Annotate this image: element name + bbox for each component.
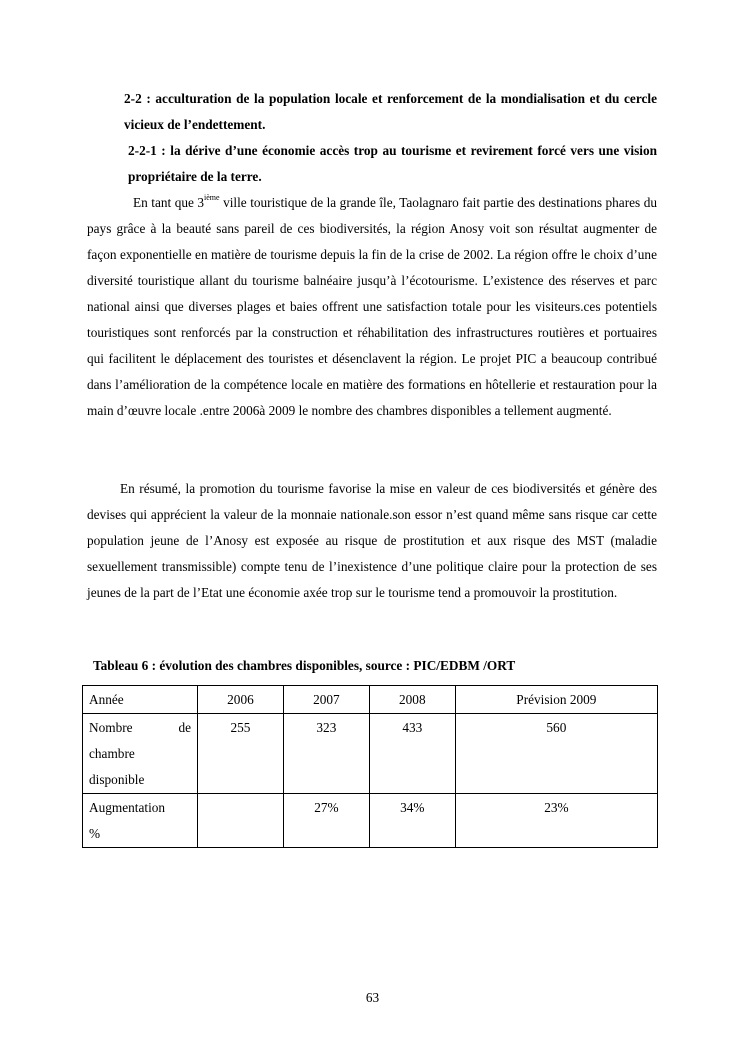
growth-2007: 27% (283, 794, 369, 848)
rooms-label-line-2: chambre (89, 746, 135, 761)
growth-2006 (198, 794, 284, 848)
table-row (83, 714, 658, 794)
section-heading-2-2: 2-2 : acculturation de la population locale et renforcement de la mondialisation et du cercle vicieux de l’endettement. (124, 91, 657, 132)
rooms-2006: 255 (198, 714, 284, 794)
rooms-label-word-2: de (178, 720, 191, 735)
table-caption: Tableau 6 : évolution des chambres disponibles, source : PIC/EDBM /ORT (93, 658, 516, 673)
paragraph-summary: En résumé, la promotion du tourisme favorise la mise en valeur de ces biodiversités et génère des devises qui apprécient la valeur de la monnaie nationale.son essor n’est quand même sans risque car cette population jeune de l’Anosy est exposée au risque de prostitution et aux risque des MST (maladie sexuellement transmissible) compte tenu de l’inexistence d’une politique claire pour la protection de ses jeunes de la part de l’Etat une économie axée trop sur le tourisme tend a promouvoir la prostitution. (87, 481, 657, 600)
paragraph-tourism-growth (87, 190, 657, 424)
rooms-label-word-1: Nombre (89, 720, 133, 735)
header-prevision-2009: Prévision 2009 (455, 686, 657, 714)
rooms-row-label (83, 714, 198, 794)
header-2008: 2008 (369, 686, 455, 714)
rooms-2008: 433 (369, 714, 455, 794)
page-number: 63 (365, 990, 380, 1005)
rooms-table (82, 685, 658, 848)
subsection-heading-2-2-1: 2-2-1 : la dérive d’une économie accès trop au tourisme et revirement forcé vers une vision propriétaire de la terre. (128, 143, 657, 184)
superscript-ieme: ième (204, 193, 220, 202)
rooms-label-line-3: disponible (89, 772, 145, 787)
growth-2008: 34% (369, 794, 455, 848)
header-annee: Année (83, 686, 198, 714)
rooms-label-line-1 (89, 715, 191, 741)
rooms-2007: 323 (283, 714, 369, 794)
growth-row-label (83, 794, 198, 848)
table-header-row (83, 686, 658, 714)
paragraph-1-start: En tant que 3 (133, 195, 205, 210)
table-row (83, 794, 658, 848)
paragraph-1-rest: ville touristique de la grande île, Taolagnaro fait partie des destinations phares du pays grâce à la beauté sans pareil de ces biodiversités, la région Anosy voit son résultat augmenter de façon exponentielle en matière de tourisme depuis la fin de la crise de 2002. La région offre le choix d’une diversité touristique allant du tourisme balnéaire jusqu’à l’écotourisme. L’existence des réserves et parc national ainsi que diverses plages et baies offrent une satisfaction totale pour les visiteurs.ces potentiels touristiques sont renforcés par la construction et réhabilitation des infrastructures routières et portuaires qui facilitent le déplacement des touristes et désenclavent la région. Le projet PIC a beaucoup contribué dans l’amélioration de la compétence locale en matière des formations en hôtellerie et restauration pour la main d’œuvre locale .entre 2006à 2009 le nombre des chambres disponibles a tellement augmenté. (87, 195, 657, 418)
header-2007: 2007 (283, 686, 369, 714)
rooms-2009: 560 (455, 714, 657, 794)
growth-label-line-1: Augmentation (89, 800, 166, 815)
growth-2009: 23% (455, 794, 657, 848)
growth-label-line-2: % (89, 826, 101, 841)
header-2006: 2006 (198, 686, 284, 714)
